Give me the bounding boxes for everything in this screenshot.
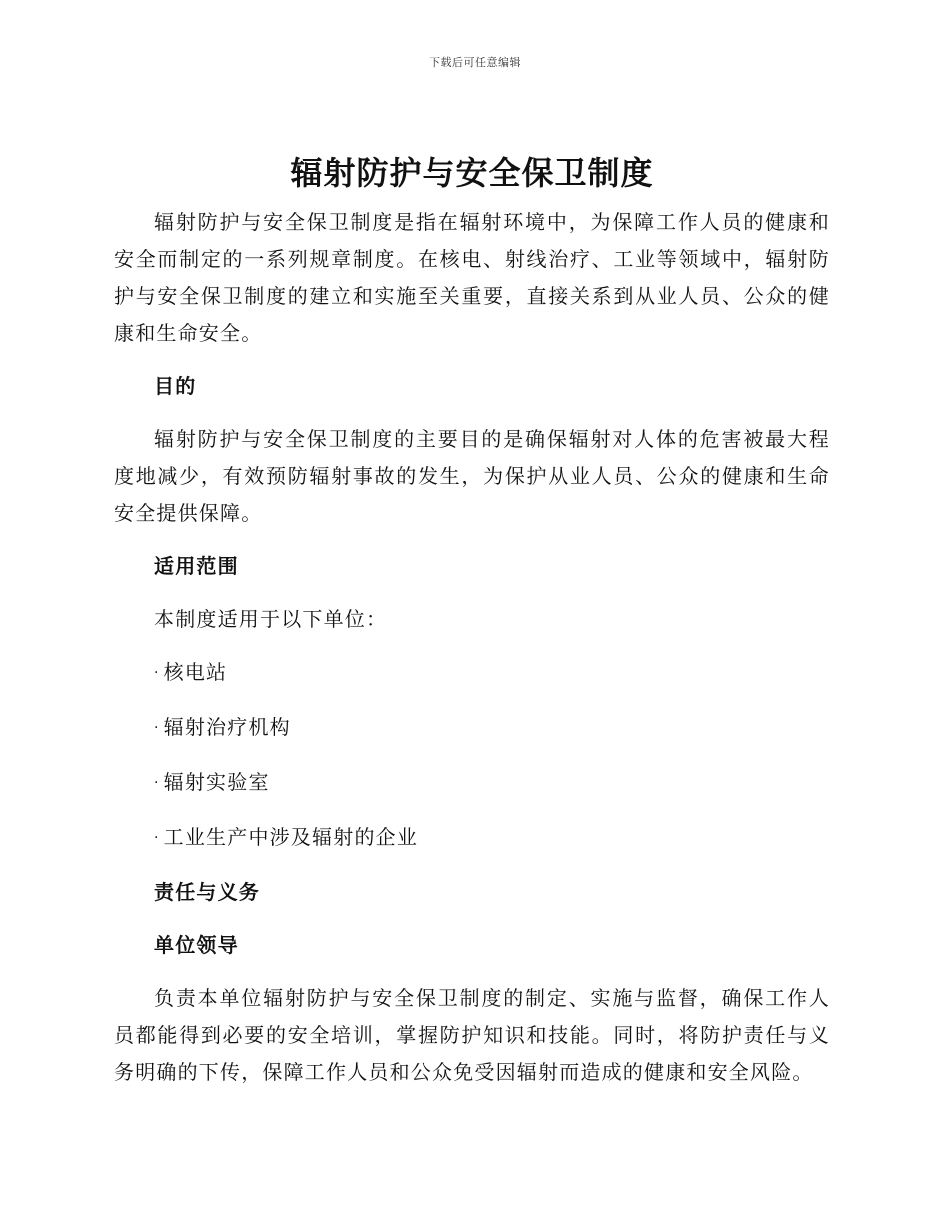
scope-list: [114, 654, 830, 857]
sub-heading-unit-leaders: 单位领导: [154, 933, 239, 957]
document-title: 辐射防护与安全保卫制度: [290, 154, 654, 192]
purpose-paragraph: 辐射防护与安全保卫制度的主要目的是确保辐射对人体的危害被最大程度地减少，有效预防辐射事故的发生，为保护从业人员、公众的健康和生命安全提供保障。: [114, 427, 830, 525]
list-item-label: 工业生产中涉及辐射的企业: [163, 825, 419, 849]
bullet-icon: ·: [154, 665, 160, 681]
bullet-icon: ·: [154, 830, 160, 846]
list-item: [114, 709, 830, 747]
section-heading-duties: 责任与义务: [154, 880, 260, 904]
list-item-label: 辐射实验室: [163, 770, 270, 794]
bullet-icon: ·: [154, 775, 160, 791]
list-item-label: 核电站: [163, 660, 228, 684]
scope-lead-text: 本制度适用于以下单位：: [154, 607, 388, 631]
duties-paragraph: 负责本单位辐射防护与安全保卫制度的制定、实施与监督，确保工作人员都能得到必要的安全培训，掌握防护知识和技能。同时，将防护责任与义务明确的下传，保障工作人员和公众免受因辐射而造成的健康和安全风险。: [114, 986, 830, 1084]
bullet-icon: ·: [154, 720, 160, 736]
section-heading-scope: 适用范围: [154, 554, 239, 578]
list-item: [114, 654, 830, 692]
document-body: [114, 148, 830, 1091]
list-item-label: 辐射治疗机构: [163, 715, 291, 739]
intro-paragraph: 辐射防护与安全保卫制度是指在辐射环境中，为保障工作人员的健康和安全而制定的一系列规章制度。在核电、射线治疗、工业等领域中，辐射防护与安全保卫制度的建立和实施至关重要，直接关系到从业人员、公众的健康和生命安全。: [114, 210, 830, 345]
list-item: [114, 764, 830, 802]
section-heading-purpose: 目的: [154, 374, 197, 398]
page-header-note: 下载后可任意编辑: [429, 56, 521, 69]
list-item: [114, 819, 830, 857]
